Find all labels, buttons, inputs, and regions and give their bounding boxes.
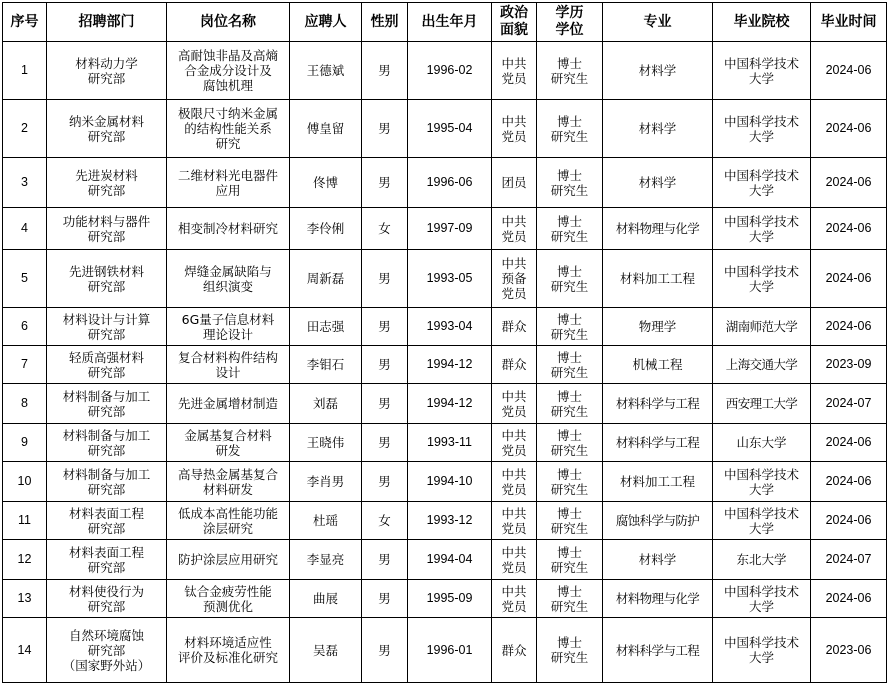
cell-grad: 2024-06 (811, 42, 887, 100)
header-birth: 出生年月 (408, 3, 492, 42)
cell-major: 材料科学与工程 (603, 424, 713, 462)
cell-position: 复合材料构件结构 设计 (167, 346, 290, 384)
cell-position: 高耐蚀非晶及高熵 合金成分设计及 腐蚀机理 (167, 42, 290, 100)
cell-dept: 自然环境腐蚀 研究部 （国家野外站） (47, 618, 167, 683)
cell-grad: 2023-09 (811, 346, 887, 384)
cell-dept: 先进炭材料 研究部 (47, 158, 167, 208)
cell-birth: 1997-09 (408, 208, 492, 250)
cell-no: 8 (3, 384, 47, 424)
cell-birth: 1993-05 (408, 250, 492, 308)
cell-name: 田志强 (290, 308, 362, 346)
cell-grad: 2024-07 (811, 384, 887, 424)
cell-grad: 2024-06 (811, 100, 887, 158)
cell-name: 傅皇留 (290, 100, 362, 158)
table-row (3, 502, 887, 540)
cell-dept: 纳米金属材料 研究部 (47, 100, 167, 158)
header-politics: 政治 面貌 (492, 3, 537, 42)
cell-major: 材料学 (603, 100, 713, 158)
cell-gender: 男 (362, 42, 408, 100)
cell-no: 7 (3, 346, 47, 384)
table-row (3, 42, 887, 100)
cell-grad: 2024-06 (811, 158, 887, 208)
cell-dept: 材料设计与计算 研究部 (47, 308, 167, 346)
table-row (3, 158, 887, 208)
cell-politics: 中共 预备 党员 (492, 250, 537, 308)
cell-grad: 2023-06 (811, 618, 887, 683)
cell-birth: 1994-10 (408, 462, 492, 502)
cell-school: 中国科学技术 大学 (713, 502, 811, 540)
cell-gender: 男 (362, 308, 408, 346)
cell-gender: 男 (362, 346, 408, 384)
cell-major: 材料科学与工程 (603, 618, 713, 683)
cell-no: 11 (3, 502, 47, 540)
cell-dept: 材料动力学 研究部 (47, 42, 167, 100)
header-row (3, 3, 887, 42)
cell-grad: 2024-06 (811, 308, 887, 346)
cell-school: 西安理工大学 (713, 384, 811, 424)
cell-name: 曲展 (290, 580, 362, 618)
cell-position: 焊缝金属缺陷与 组织演变 (167, 250, 290, 308)
cell-grad: 2024-06 (811, 250, 887, 308)
cell-no: 6 (3, 308, 47, 346)
table-row (3, 462, 887, 502)
cell-name: 王晓伟 (290, 424, 362, 462)
cell-major: 材料科学与工程 (603, 384, 713, 424)
table-row (3, 580, 887, 618)
table-row (3, 618, 887, 683)
cell-degree: 博士 研究生 (537, 384, 603, 424)
cell-gender: 男 (362, 384, 408, 424)
cell-gender: 男 (362, 580, 408, 618)
cell-birth: 1993-11 (408, 424, 492, 462)
cell-school: 东北大学 (713, 540, 811, 580)
header-gender: 性别 (362, 3, 408, 42)
cell-major: 物理学 (603, 308, 713, 346)
cell-dept: 轻质高强材料 研究部 (47, 346, 167, 384)
cell-school: 山东大学 (713, 424, 811, 462)
cell-degree: 博士 研究生 (537, 250, 603, 308)
table-row (3, 308, 887, 346)
cell-birth: 1993-12 (408, 502, 492, 540)
cell-dept: 材料制备与加工 研究部 (47, 462, 167, 502)
cell-name: 杜瑶 (290, 502, 362, 540)
cell-politics: 中共 党员 (492, 100, 537, 158)
cell-birth: 1993-04 (408, 308, 492, 346)
cell-dept: 材料制备与加工 研究部 (47, 384, 167, 424)
cell-politics: 群众 (492, 618, 537, 683)
table-row (3, 384, 887, 424)
cell-gender: 男 (362, 618, 408, 683)
cell-gender: 男 (362, 462, 408, 502)
cell-position: 高导热金属基复合 材料研发 (167, 462, 290, 502)
cell-grad: 2024-06 (811, 580, 887, 618)
table-row (3, 208, 887, 250)
cell-no: 3 (3, 158, 47, 208)
cell-dept: 材料表面工程 研究部 (47, 540, 167, 580)
cell-gender: 男 (362, 100, 408, 158)
cell-major: 材料加工工程 (603, 250, 713, 308)
cell-birth: 1994-04 (408, 540, 492, 580)
cell-name: 李伶俐 (290, 208, 362, 250)
header-grad: 毕业时间 (811, 3, 887, 42)
cell-school: 中国科学技术 大学 (713, 158, 811, 208)
cell-degree: 博士 研究生 (537, 42, 603, 100)
cell-gender: 男 (362, 250, 408, 308)
cell-politics: 中共 党员 (492, 580, 537, 618)
cell-grad: 2024-06 (811, 502, 887, 540)
cell-major: 腐蚀科学与防护 (603, 502, 713, 540)
cell-gender: 男 (362, 158, 408, 208)
table-row (3, 424, 887, 462)
cell-school: 湖南师范大学 (713, 308, 811, 346)
cell-politics: 中共 党员 (492, 540, 537, 580)
cell-birth: 1995-04 (408, 100, 492, 158)
cell-position: 先进金属增材制造 (167, 384, 290, 424)
cell-birth: 1996-02 (408, 42, 492, 100)
cell-name: 王德斌 (290, 42, 362, 100)
cell-no: 9 (3, 424, 47, 462)
cell-name: 周新磊 (290, 250, 362, 308)
cell-degree: 博士 研究生 (537, 308, 603, 346)
table-row (3, 346, 887, 384)
header-name: 应聘人 (290, 3, 362, 42)
cell-position: 低成本高性能功能 涂层研究 (167, 502, 290, 540)
cell-position: 极限尺寸纳米金属 的结构性能关系 研究 (167, 100, 290, 158)
cell-position: 防护涂层应用研究 (167, 540, 290, 580)
table-row (3, 540, 887, 580)
cell-gender: 男 (362, 540, 408, 580)
cell-school: 中国科学技术 大学 (713, 580, 811, 618)
cell-dept: 功能材料与器件 研究部 (47, 208, 167, 250)
cell-school: 中国科学技术 大学 (713, 208, 811, 250)
cell-school: 中国科学技术 大学 (713, 250, 811, 308)
cell-school: 上海交通大学 (713, 346, 811, 384)
table-row (3, 250, 887, 308)
cell-major: 材料物理与化学 (603, 208, 713, 250)
cell-position: 材料环境适应性 评价及标准化研究 (167, 618, 290, 683)
cell-birth: 1995-09 (408, 580, 492, 618)
cell-position: 相变制冷材料研究 (167, 208, 290, 250)
cell-name: 李钼石 (290, 346, 362, 384)
cell-degree: 博士 研究生 (537, 346, 603, 384)
cell-major: 材料学 (603, 42, 713, 100)
cell-school: 中国科学技术 大学 (713, 42, 811, 100)
cell-name: 李显亮 (290, 540, 362, 580)
cell-major: 材料学 (603, 158, 713, 208)
cell-gender: 女 (362, 502, 408, 540)
cell-no: 14 (3, 618, 47, 683)
cell-name: 刘磊 (290, 384, 362, 424)
cell-position: 金属基复合材料 研发 (167, 424, 290, 462)
header-dept: 招聘部门 (47, 3, 167, 42)
cell-no: 2 (3, 100, 47, 158)
cell-degree: 博士 研究生 (537, 208, 603, 250)
recruitment-table (2, 2, 887, 683)
cell-birth: 1994-12 (408, 384, 492, 424)
cell-gender: 男 (362, 424, 408, 462)
cell-no: 13 (3, 580, 47, 618)
cell-position: 6G量子信息材料 理论设计 (167, 308, 290, 346)
header-degree: 学历 学位 (537, 3, 603, 42)
header-position: 岗位名称 (167, 3, 290, 42)
cell-birth: 1994-12 (408, 346, 492, 384)
cell-grad: 2024-06 (811, 208, 887, 250)
cell-no: 5 (3, 250, 47, 308)
cell-politics: 中共 党员 (492, 502, 537, 540)
cell-grad: 2024-06 (811, 424, 887, 462)
cell-major: 材料加工工程 (603, 462, 713, 502)
cell-dept: 材料使役行为 研究部 (47, 580, 167, 618)
cell-degree: 博士 研究生 (537, 580, 603, 618)
cell-no: 1 (3, 42, 47, 100)
cell-politics: 中共 党员 (492, 42, 537, 100)
cell-school: 中国科学技术 大学 (713, 462, 811, 502)
cell-major: 材料学 (603, 540, 713, 580)
cell-no: 12 (3, 540, 47, 580)
cell-position: 二维材料光电器件 应用 (167, 158, 290, 208)
cell-position: 钛合金疲劳性能 预测优化 (167, 580, 290, 618)
cell-school: 中国科学技术 大学 (713, 618, 811, 683)
header-major: 专业 (603, 3, 713, 42)
cell-major: 材料物理与化学 (603, 580, 713, 618)
cell-no: 10 (3, 462, 47, 502)
cell-dept: 材料制备与加工 研究部 (47, 424, 167, 462)
cell-degree: 博士 研究生 (537, 502, 603, 540)
cell-major: 机械工程 (603, 346, 713, 384)
cell-degree: 博士 研究生 (537, 540, 603, 580)
cell-name: 佟博 (290, 158, 362, 208)
cell-grad: 2024-06 (811, 462, 887, 502)
cell-politics: 群众 (492, 308, 537, 346)
cell-politics: 中共 党员 (492, 424, 537, 462)
cell-degree: 博士 研究生 (537, 424, 603, 462)
cell-degree: 博士 研究生 (537, 462, 603, 502)
cell-school: 中国科学技术 大学 (713, 100, 811, 158)
cell-grad: 2024-07 (811, 540, 887, 580)
header-school: 毕业院校 (713, 3, 811, 42)
header-no: 序号 (3, 3, 47, 42)
cell-degree: 博士 研究生 (537, 618, 603, 683)
cell-gender: 女 (362, 208, 408, 250)
table-row (3, 100, 887, 158)
cell-degree: 博士 研究生 (537, 158, 603, 208)
cell-dept: 先进钢铁材料 研究部 (47, 250, 167, 308)
cell-birth: 1996-01 (408, 618, 492, 683)
cell-degree: 博士 研究生 (537, 100, 603, 158)
cell-politics: 中共 党员 (492, 384, 537, 424)
cell-politics: 中共 党员 (492, 208, 537, 250)
cell-birth: 1996-06 (408, 158, 492, 208)
cell-politics: 群众 (492, 346, 537, 384)
cell-name: 李肖男 (290, 462, 362, 502)
cell-name: 吴磊 (290, 618, 362, 683)
cell-politics: 中共 党员 (492, 462, 537, 502)
cell-dept: 材料表面工程 研究部 (47, 502, 167, 540)
cell-no: 4 (3, 208, 47, 250)
cell-politics: 团员 (492, 158, 537, 208)
